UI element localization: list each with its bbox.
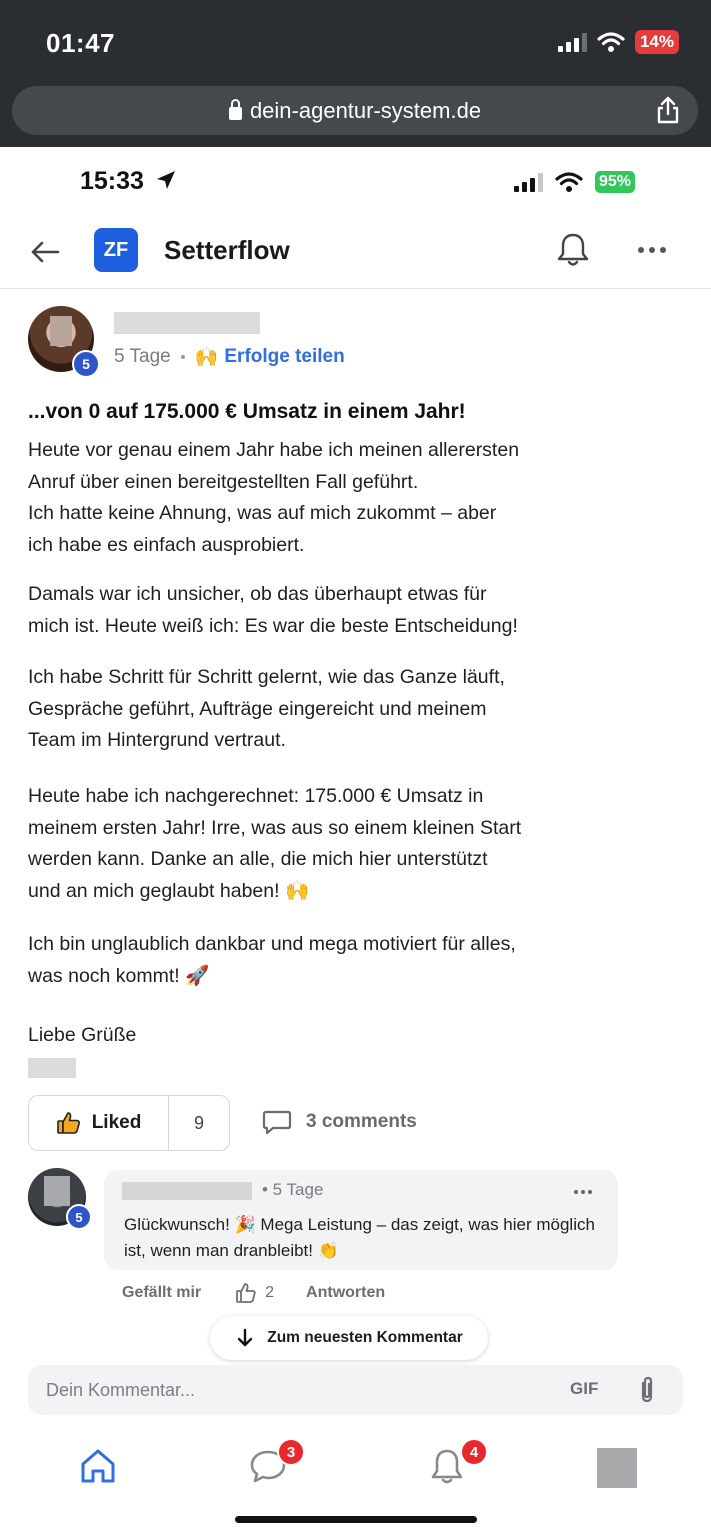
battery-indicator: 95% bbox=[595, 171, 635, 193]
thumbs-up-outline-icon bbox=[235, 1282, 257, 1304]
wifi-icon bbox=[597, 31, 625, 53]
arrow-down-icon bbox=[235, 1328, 255, 1348]
raised-hands-emoji: 🙌 bbox=[194, 346, 219, 368]
post-title: ...von 0 auf 175.000 € Umsatz in einem Jahr! bbox=[28, 400, 466, 423]
notifications-badge: 4 bbox=[460, 1438, 488, 1466]
post-paragraph: Ich bin unglaublich dankbar und mega motiviert für alles, was noch kommt! 🚀 bbox=[28, 933, 516, 987]
post-paragraph: Damals war ich unsicher, ob das überhaupt etwas für mich ist. Heute weiß ich: Es war die beste Entscheidung! bbox=[28, 583, 518, 637]
redacted-signature bbox=[28, 1058, 76, 1078]
comment-composer bbox=[28, 1365, 683, 1415]
thumbs-up-icon bbox=[56, 1110, 82, 1136]
redacted-comment-author bbox=[122, 1182, 252, 1200]
app-logo[interactable]: ZF bbox=[94, 228, 138, 272]
address-bar[interactable] bbox=[12, 86, 698, 135]
location-arrow-icon bbox=[155, 169, 177, 191]
back-arrow-icon[interactable] bbox=[28, 235, 62, 269]
comment-text: Glückwunsch! 🎉 Mega Leistung – das zeigt, was hier möglich ist, wenn man dranbleibt! 👏 bbox=[124, 1215, 595, 1260]
post-paragraph: Ich habe Schritt für Schritt gelernt, wie das Ganze läuft, Gespräche geführt, Aufträge eingereicht und meinem Team im Hintergrund vertraut. bbox=[28, 666, 505, 751]
avatar-blur bbox=[44, 1176, 70, 1206]
more-options-icon[interactable] bbox=[638, 247, 666, 253]
like-control bbox=[28, 1095, 230, 1151]
device-time bbox=[80, 167, 177, 196]
post-meta bbox=[114, 345, 345, 368]
cellular-signal-icon bbox=[558, 32, 587, 52]
redacted-author-name bbox=[114, 312, 260, 334]
comment-like-count-button[interactable] bbox=[235, 1282, 274, 1304]
profile-avatar[interactable] bbox=[597, 1448, 637, 1488]
post-author-avatar[interactable] bbox=[28, 306, 98, 376]
device-status-bar bbox=[0, 147, 711, 217]
level-badge: 5 bbox=[66, 1204, 92, 1230]
home-icon[interactable] bbox=[78, 1446, 118, 1486]
device-time-text: 15:33 bbox=[80, 167, 144, 195]
liked-button[interactable] bbox=[29, 1096, 169, 1150]
like-count[interactable]: 9 bbox=[193, 1112, 204, 1133]
battery-indicator: 14% bbox=[635, 30, 679, 54]
lock-icon bbox=[229, 107, 242, 120]
chat-badge: 3 bbox=[277, 1438, 305, 1466]
avatar-blur bbox=[50, 316, 72, 346]
comment-input[interactable] bbox=[46, 1377, 526, 1403]
comment-more-icon[interactable] bbox=[574, 1190, 592, 1194]
separator-dot bbox=[181, 355, 185, 359]
comment-author-avatar[interactable] bbox=[28, 1168, 92, 1232]
wifi-icon bbox=[555, 171, 583, 193]
url-text: dein-agentur-system.de bbox=[249, 97, 482, 123]
post-category-link[interactable] bbox=[195, 345, 345, 368]
device-status-icons bbox=[514, 171, 635, 193]
home-indicator bbox=[235, 1516, 477, 1523]
post-paragraph: Heute habe ich nachgerechnet: 175.000 € Umsatz in meinem ersten Jahr! Irre, was aus so einem kleinen Start werden kann. Danke an alle, die mich hier unterstützt und an mich geglaubt haben! 🙌 bbox=[28, 785, 522, 902]
app-header bbox=[0, 217, 711, 289]
jump-label: Zum neuesten Kommentar bbox=[267, 1329, 463, 1346]
comments-count-label: 3 comments bbox=[306, 1111, 417, 1132]
reply-button[interactable]: Antworten bbox=[306, 1284, 386, 1301]
post-age: 5 Tage bbox=[114, 345, 171, 367]
liked-label: Liked bbox=[91, 1112, 142, 1133]
paperclip-icon[interactable] bbox=[634, 1375, 660, 1405]
browser-chrome bbox=[0, 0, 711, 147]
comment-bubble bbox=[104, 1170, 618, 1270]
post-category-label: Erfolge teilen bbox=[224, 345, 345, 367]
gif-button[interactable]: GIF bbox=[570, 1379, 599, 1398]
level-badge: 5 bbox=[72, 350, 100, 378]
app-title[interactable]: Setterflow bbox=[164, 235, 290, 265]
bell-icon[interactable] bbox=[556, 231, 590, 269]
post-signoff: Liebe Grüße bbox=[28, 1024, 137, 1046]
browser-status-icons bbox=[558, 30, 679, 54]
comment-like-count: 2 bbox=[265, 1284, 275, 1301]
post-paragraph: Heute vor genau einem Jahr habe ich meinen allerersten Anruf über einen bereitgestellten Fall geführt. Ich hatte keine Ahnung, was auf mich zukommt – aber ich habe es einfach ausprobiert. bbox=[28, 439, 520, 556]
comment-age: • 5 Tage bbox=[262, 1180, 324, 1199]
browser-status-time: 01:47 bbox=[46, 28, 115, 58]
jump-to-latest-comment-button[interactable] bbox=[210, 1316, 488, 1360]
comment-like-button[interactable]: Gefällt mir bbox=[122, 1284, 202, 1301]
comments-button[interactable] bbox=[262, 1108, 417, 1136]
cellular-signal-icon bbox=[514, 172, 543, 192]
share-icon[interactable] bbox=[652, 94, 684, 126]
comment-actions bbox=[122, 1282, 385, 1304]
comment-bubble-icon bbox=[262, 1108, 292, 1136]
